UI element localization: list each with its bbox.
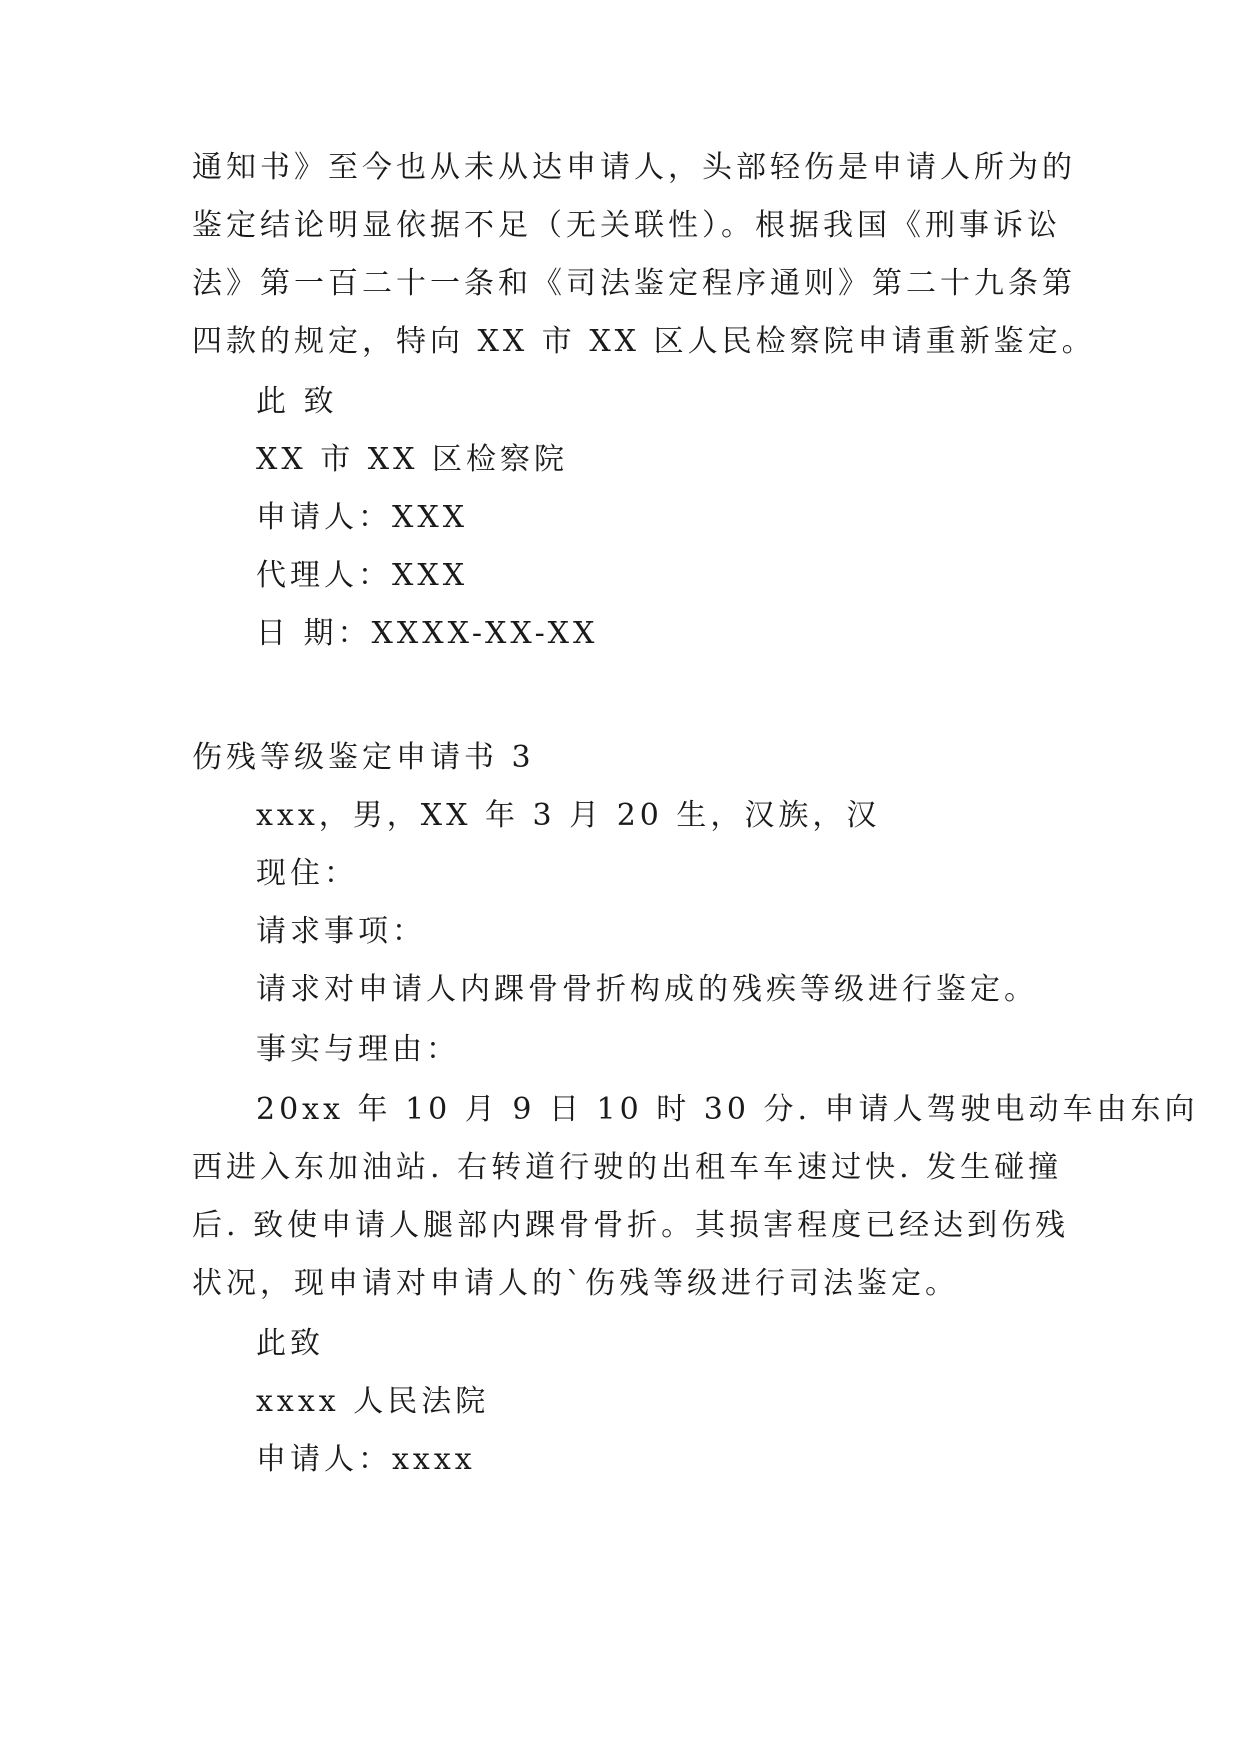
date: 日 期：XXXX-XX-XX (256, 616, 599, 651)
closing-salutation: 此 致 (256, 384, 338, 419)
section-title: 伤残等级鉴定申请书 3 (192, 740, 535, 775)
recipient: xxxx 人民法院 (256, 1384, 490, 1419)
facts-line: 20xx 年 10 月 9 日 10 时 30 分. 申请人驾驶电动车由东向 (256, 1092, 1199, 1127)
request-heading: 请求事项： (256, 914, 426, 949)
personal-info: xxx，男，XX 年 3 月 20 生，汉族，汉 (256, 798, 881, 833)
request-body: 请求对申请人内踝骨骨折构成的残疾等级进行鉴定。 (256, 972, 1038, 1007)
applicant: 申请人：XXX (256, 500, 469, 535)
facts-line: 后. 致使申请人腿部内踝骨骨折。其损害程度已经达到伤残 (192, 1208, 1070, 1243)
address: 现住： (256, 856, 358, 891)
paragraph-line: 法》第一百二十一条和《司法鉴定程序通则》第二十九条第 (192, 266, 1076, 301)
applicant: 申请人：xxxx (256, 1442, 476, 1477)
recipient: XX 市 XX 区检察院 (256, 442, 569, 477)
paragraph-line: 通知书》至今也从未从达申请人，头部轻伤是申请人所为的 (192, 150, 1076, 185)
paragraph-line: 鉴定结论明显依据不足（无关联性）。根据我国《刑事诉讼 (192, 208, 1061, 243)
closing-salutation: 此致 (256, 1326, 324, 1361)
facts-line: 西进入东加油站. 右转道行驶的出租车车速过快. 发生碰撞 (192, 1150, 1063, 1185)
agent: 代理人：XXX (256, 558, 469, 593)
paragraph-line: 四款的规定，特向 XX 市 XX 区人民检察院申请重新鉴定。 (192, 324, 1096, 359)
facts-heading: 事实与理由： (256, 1032, 460, 1067)
facts-line: 状况，现申请对申请人的`伤残等级进行司法鉴定。 (192, 1266, 959, 1301)
